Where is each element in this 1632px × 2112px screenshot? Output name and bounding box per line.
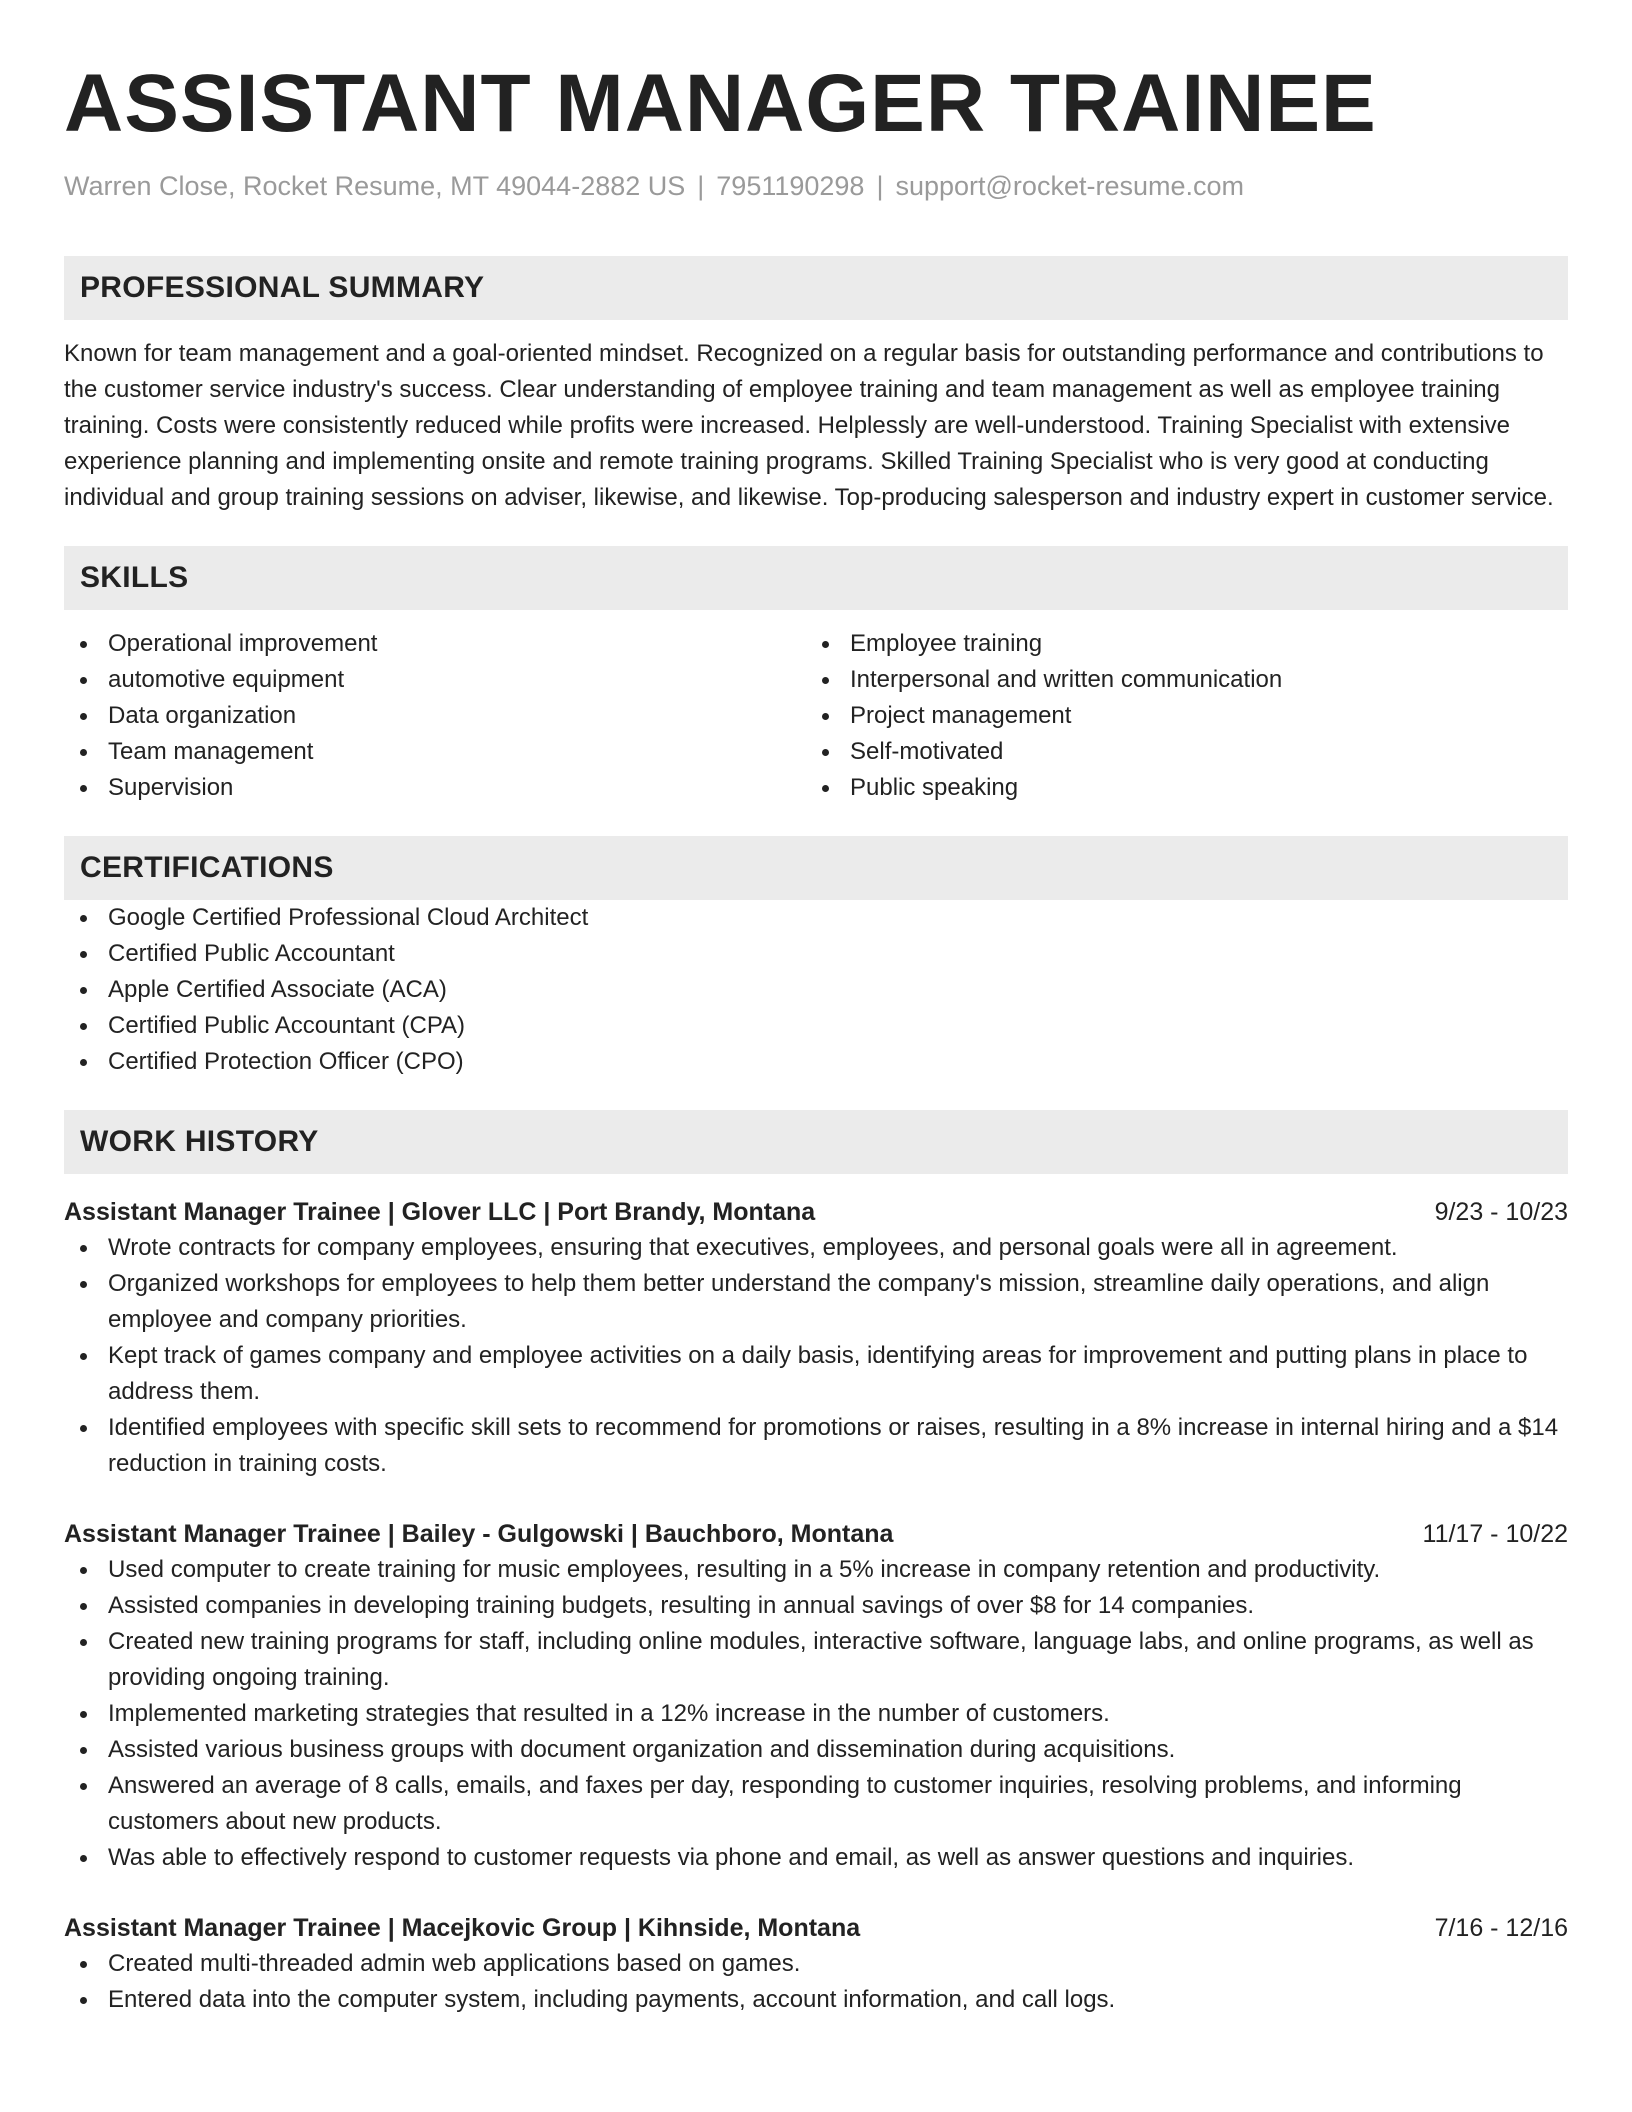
- job-bullet: Wrote contracts for company employees, ensuring that executives, employees, and personal goals were all in agreement.: [64, 1230, 1568, 1266]
- skills-column-right: [806, 626, 1548, 806]
- contact-phone: 7951190298: [716, 171, 865, 201]
- job-bullet-list: [64, 1230, 1568, 1482]
- job-bullet: Answered an average of 8 calls, emails, and faxes per day, responding to customer inquiries, resolving problems, and informing customers about new products.: [64, 1768, 1568, 1840]
- job-bullet-list: [64, 1552, 1568, 1876]
- certification-item: Certified Public Accountant (CPA): [64, 1008, 1568, 1044]
- skill-item: Team management: [64, 734, 806, 770]
- skill-item: Operational improvement: [64, 626, 806, 662]
- job-header: [64, 1516, 1568, 1552]
- contact-line: [64, 168, 1568, 204]
- job-title: Assistant Manager Trainee | Macejkovic Group | Kihnside, Montana: [64, 1914, 861, 1942]
- skill-item: Project management: [806, 698, 1548, 734]
- contact-separator: |: [876, 171, 884, 201]
- section-heading-summary: PROFESSIONAL SUMMARY: [64, 256, 1568, 320]
- resume-title: ASSISTANT MANAGER TRAINEE: [64, 58, 1377, 149]
- job-entry: [64, 1194, 1568, 1482]
- section-heading-work-history: WORK HISTORY: [64, 1110, 1568, 1174]
- certification-item: Certified Protection Officer (CPO): [64, 1044, 1568, 1080]
- contact-address: Warren Close, Rocket Resume, MT 49044-2882 US: [64, 171, 686, 201]
- skills-column-left: [64, 626, 806, 806]
- job-entry: [64, 1910, 1568, 2018]
- skill-item: Employee training: [806, 626, 1548, 662]
- section-heading-skills: SKILLS: [64, 546, 1568, 610]
- job-bullet: Identified employees with specific skill sets to recommend for promotions or raises, resulting in a 8% increase in internal hiring and a $14 reduction in training costs.: [64, 1410, 1568, 1482]
- job-header: [64, 1194, 1568, 1230]
- contact-separator: |: [697, 171, 705, 201]
- certifications-list: [64, 900, 1568, 1080]
- job-dates: 11/17 - 10/22: [1422, 1520, 1568, 1548]
- job-dates: 7/16 - 12/16: [1434, 1914, 1568, 1942]
- skill-item: Supervision: [64, 770, 806, 806]
- summary-paragraph: Known for team management and a goal-oriented mindset. Recognized on a regular basis for outstanding performance and contributions to the customer service industry's success. Clear understanding of employee training and team management as well as employee training training. Costs were consistently reduced while profits were increased. Helplessly are well-understood. Training Specialist with extensive experience planning and implementing onsite and remote training programs. Skilled Training Specialist who is very good at conducting individual and group training sessions on adviser, likewise, and likewise. Top-producing salesperson and industry expert in customer service.: [64, 340, 1554, 511]
- skill-item: automotive equipment: [64, 662, 806, 698]
- job-bullet: Used computer to create training for music employees, resulting in a 5% increase in company retention and productivity.: [64, 1552, 1568, 1588]
- certification-item: Apple Certified Associate (ACA): [64, 972, 1568, 1008]
- job-bullet: Assisted companies in developing training budgets, resulting in annual savings of over $8 for 14 companies.: [64, 1588, 1568, 1624]
- skill-item: Interpersonal and written communication: [806, 662, 1548, 698]
- certification-item: Certified Public Accountant: [64, 936, 1568, 972]
- job-bullet: Created multi-threaded admin web applications based on games.: [64, 1946, 1568, 1982]
- contact-email: support@rocket-resume.com: [895, 171, 1244, 201]
- job-bullet: Implemented marketing strategies that resulted in a 12% increase in the number of customers.: [64, 1696, 1568, 1732]
- job-bullet: Entered data into the computer system, including payments, account information, and call logs.: [64, 1982, 1568, 2018]
- skills-grid: [64, 626, 1568, 806]
- job-header: [64, 1910, 1568, 1946]
- skill-item: Self-motivated: [806, 734, 1548, 770]
- section-heading-certifications: CERTIFICATIONS: [64, 836, 1568, 900]
- job-entry: [64, 1516, 1568, 1876]
- job-bullet-list: [64, 1946, 1568, 2018]
- job-bullet: Kept track of games company and employee activities on a daily basis, identifying areas for improvement and putting plans in place to address them.: [64, 1338, 1568, 1410]
- job-dates: 9/23 - 10/23: [1434, 1198, 1568, 1226]
- certification-item: Google Certified Professional Cloud Architect: [64, 900, 1568, 936]
- skill-item: Public speaking: [806, 770, 1548, 806]
- job-title: Assistant Manager Trainee | Glover LLC | Port Brandy, Montana: [64, 1198, 816, 1226]
- job-title: Assistant Manager Trainee | Bailey - Gulgowski | Bauchboro, Montana: [64, 1520, 894, 1548]
- job-bullet: Assisted various business groups with document organization and dissemination during acquisitions.: [64, 1732, 1568, 1768]
- job-bullet: Organized workshops for employees to help them better understand the company's mission, streamline daily operations, and align employee and company priorities.: [64, 1266, 1568, 1338]
- skill-item: Data organization: [64, 698, 806, 734]
- job-bullet: Was able to effectively respond to customer requests via phone and email, as well as answer questions and inquiries.: [64, 1840, 1568, 1876]
- job-bullet: Created new training programs for staff, including online modules, interactive software, language labs, and online programs, as well as providing ongoing training.: [64, 1624, 1568, 1696]
